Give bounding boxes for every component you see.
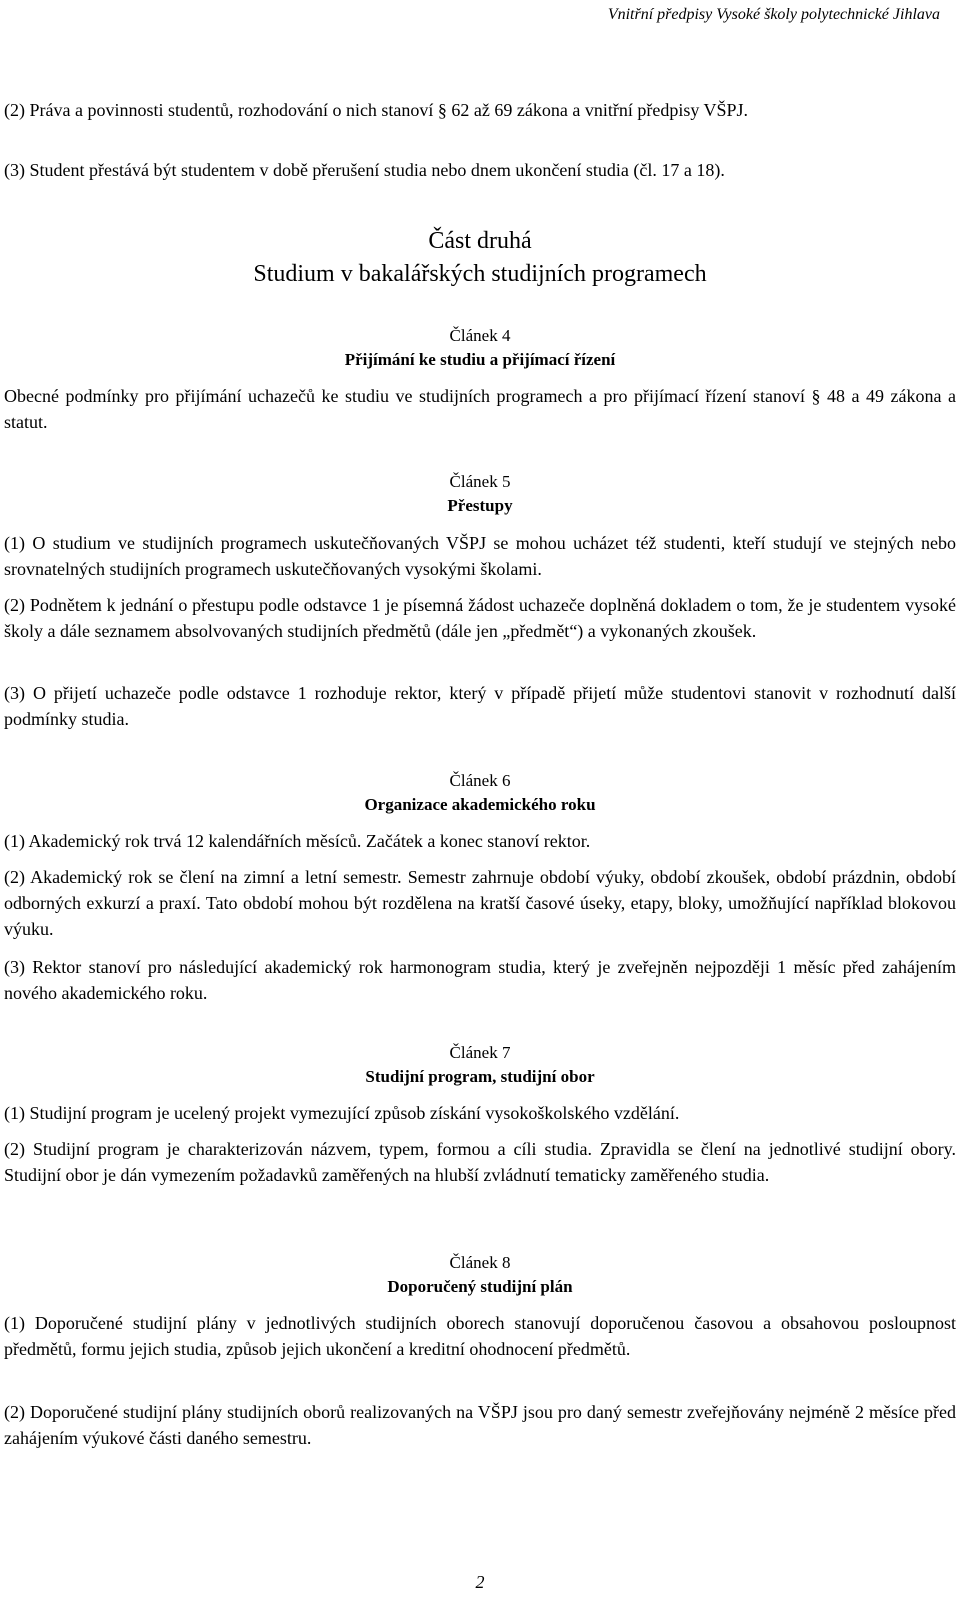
article-4-paragraph-1: Obecné podmínky pro přijímání uchazečů ke studiu ve studijních programech a pro přijímací řízení stanoví § 48 a 49 zákona a statut. [4,386,956,432]
article-5-paragraph-1: (1) O studium ve studijních programech uskutečňovaných VŠPJ se mohou ucházet též studenti, kteří studují ve stejných nebo srovnatelných studijních programech uskutečňovaných vysokými školami. [4,533,956,579]
page-number: 2 [475,1572,485,1592]
intro-paragraph-3: (3) Student přestává být studentem v době přerušení studia nebo dnem ukončení studia (čl. 17 a 18). [4,160,725,180]
article-8-title: Doporučený studijní plán [387,1277,573,1296]
part-subtitle: Studium v bakalářských studijních programech [253,261,707,287]
part-title: Část druhá [428,228,532,254]
article-7-paragraph-2: (2) Studijní program je charakterizován názvem, typem, formou a cíli studia. Zpravidla se člení na jednotlivé studijní obory. Studijní obor je dán vymezením požadavků zaměřených na hlubší zvládnutí tematicky zaměřeného studia. [4,1139,956,1185]
article-8-paragraph-1: (1) Doporučené studijní plány v jednotlivých studijních oborech stanovují doporučenou časovou a obsahovou posloupnost předmětů, formu jejich studia, způsob jejich ukončení a kreditní ohodnocení předmětů. [4,1313,956,1359]
article-6-paragraph-3: (3) Rektor stanoví pro následující akademický rok harmonogram studia, který je zveřejněn nejpozději 1 měsíc před zahájením nového akademického roku. [4,957,956,1003]
article-5-paragraph-3: (3) O přijetí uchazeče podle odstavce 1 rozhoduje rektor, který v případě přijetí může studentovi stanovit v rozhodnutí další podmínky studia. [4,683,956,729]
article-6-number: Článek 6 [449,771,511,790]
intro-paragraph-2: (2) Práva a povinnosti studentů, rozhodování o nich stanoví § 62 až 69 zákona a vnitřní předpisy VŠPJ. [4,100,749,120]
article-5-number: Článek 5 [449,472,511,491]
article-6-paragraph-1: (1) Akademický rok trvá 12 kalendářních měsíců. Začátek a konec stanoví rektor. [4,831,591,851]
article-6-title: Organizace akademického roku [364,795,596,814]
article-7-paragraph-1: (1) Studijní program je ucelený projekt vymezující způsob získání vysokoškolského vzdělání. [4,1103,680,1123]
article-4-title: Přijímání ke studiu a přijímací řízení [344,350,616,369]
article-5-paragraph-2: (2) Podnětem k jednání o přestupu podle odstavce 1 je písemná žádost uchazeče doplněná dokladem o tom, že je studentem vysoké školy a dále seznamem absolvovaných studijních předmětů (dále jen „předmět“) a vykonaných zkoušek. [4,595,956,641]
page-header: Vnitřní předpisy Vysoké školy polytechnické Jihlava [607,6,940,23]
article-8-number: Článek 8 [449,1253,511,1272]
article-5-title: Přestupy [447,496,513,515]
article-4-number: Článek 4 [449,326,511,345]
article-7-title: Studijní program, studijní obor [365,1067,595,1086]
article-6-paragraph-2: (2) Akademický rok se člení na zimní a letní semestr. Semestr zahrnuje období výuky, období zkoušek, období prázdnin, období odborných exkurzí a praxí. Tato období mohou být rozdělena na kratší časové úseky, etapy, bloky, umožňující například blokovou výuku. [4,867,956,939]
article-7-number: Článek 7 [449,1043,511,1062]
article-8-paragraph-2: (2) Doporučené studijní plány studijních oborů realizovaných na VŠPJ jsou pro daný semestr zveřejňovány nejméně 2 měsíce před zahájením výukové části daného semestru. [4,1402,956,1448]
